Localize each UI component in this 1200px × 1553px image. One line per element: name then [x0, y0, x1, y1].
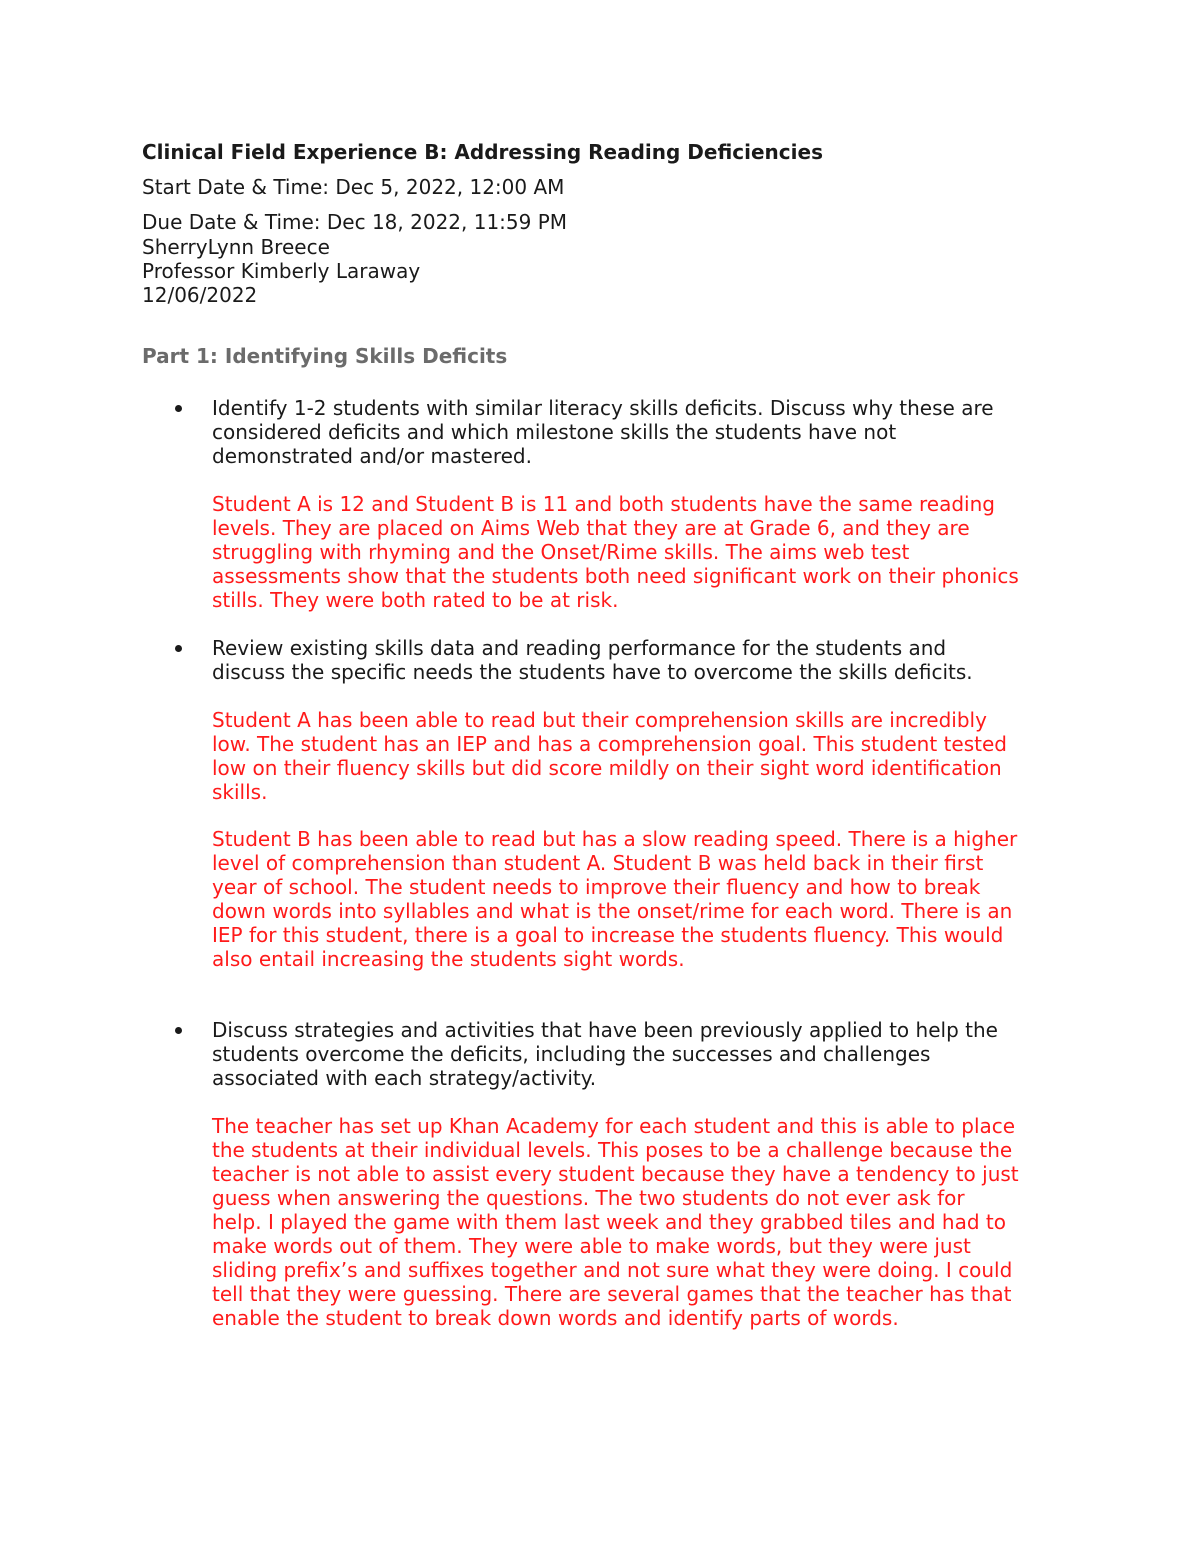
answer-1: Student A is 12 and Student B is 11 and both students have the same reading levels. They are placed on Aims Web that they are at Grade 6, and they are struggling with rhyming and the Onset/Rime skills. The aims web test assessments show that the students both need significant work on their phonics stills. They were both rated to be at risk. — [212, 492, 1019, 612]
prompt-2: Review existing skills data and reading performance for the students and discuss the specific needs the students have to overcome the skills deficits. — [212, 636, 973, 684]
document-date: 12/06/2022 — [142, 283, 258, 307]
start-date: Start Date & Time: Dec 5, 2022, 12:00 AM — [142, 175, 565, 199]
due-date: Due Date & Time: Dec 18, 2022, 11:59 PM — [142, 210, 568, 234]
professor-name: Professor Kimberly Laraway — [142, 259, 421, 283]
prompt-3: Discuss strategies and activities that have been previously applied to help the students overcome the deficits, including the successes and challenges associated with each strategy/activity. — [212, 1018, 998, 1090]
prompt-1: Identify 1-2 students with similar literacy skills deficits. Discuss why these are considered deficits and which milestone skills the students have not demonstrated and/or mastered. — [212, 396, 994, 468]
part1-heading: Part 1: Identifying Skills Deficits — [142, 344, 508, 368]
answer-2a: Student A has been able to read but their comprehension skills are incredibly low. The student has an IEP and has a comprehension goal. This student tested low on their fluency skills but did score mildly on their sight word identification skills. — [212, 708, 1007, 804]
answer-2b: Student B has been able to read but has a slow reading speed. There is a higher level of comprehension than student A. Student B was held back in their first year of school. The student needs to improve their fluency and how to break down words into syllables and what is the onset/rime for each word. There is an IEP for this student, there is a goal to increase the students fluency. This would also entail increasing the students sight words. — [212, 827, 1018, 971]
bullet-icon — [175, 645, 182, 652]
bullet-icon — [175, 405, 182, 412]
answer-3: The teacher has set up Khan Academy for each student and this is able to place the students at their individual levels. This poses to be a challenge because the teacher is not able to assist every student because they have a tendency to just guess when answering the questions. The two students do not ever ask for help. I played the game with them last week and they grabbed tiles and had to make words out of them. They were able to make words, but they were just sliding prefix’s and suffixes together and not sure what they were doing. I could tell that they were guessing. There are several games that the teacher has that enable the student to break down words and identify parts of words. — [212, 1114, 1019, 1330]
bullet-icon — [175, 1027, 182, 1034]
document-title: Clinical Field Experience B: Addressing Reading Deficiencies — [142, 140, 823, 164]
author-name: SherryLynn Breece — [142, 235, 330, 259]
